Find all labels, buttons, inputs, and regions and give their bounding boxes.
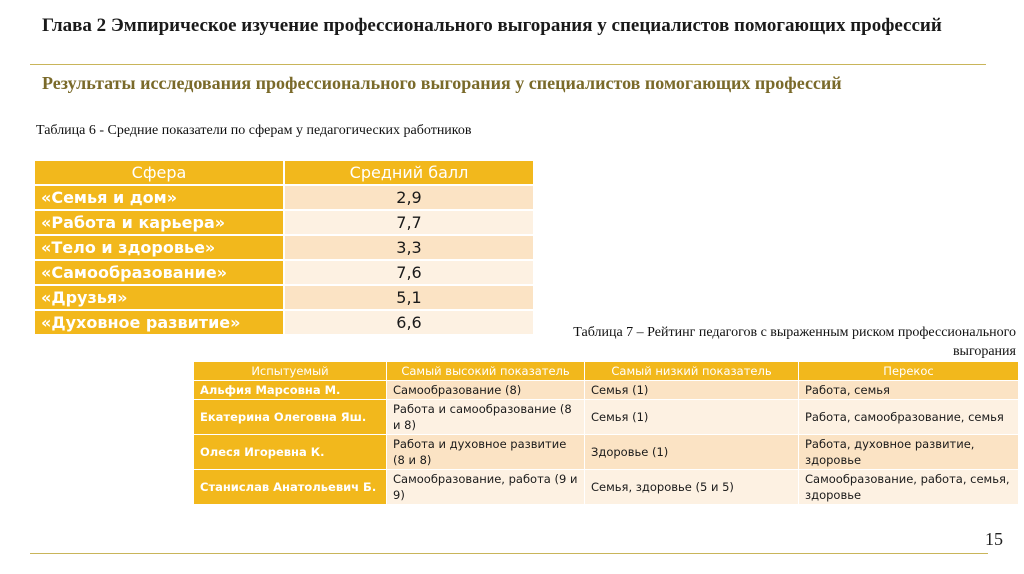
table7-header-skew: Перекос (799, 362, 1019, 381)
table7-skew: Самообразование, работа, семья, здоровье (799, 470, 1019, 505)
table6-score: 2,9 (284, 185, 534, 210)
table6-header-row (34, 160, 534, 185)
table6-sphere-averages (33, 159, 535, 336)
header-divider (30, 64, 986, 65)
table6-score: 3,3 (284, 235, 534, 260)
table7-teacher-rating (193, 361, 1019, 505)
table7-header-row (194, 362, 1019, 381)
table6-row (34, 260, 534, 285)
footer-divider (30, 553, 988, 554)
table7-header-highest: Самый высокий показатель (387, 362, 585, 381)
table6-sphere: «Духовное развитие» (34, 310, 284, 335)
table7-subject: Станислав Анатольевич Б. (194, 470, 387, 505)
table6-sphere: «Друзья» (34, 285, 284, 310)
table7-caption: Таблица 7 – Рейтинг педагогов с выраженным риском профессионального выгорания (573, 325, 1016, 359)
slide-subtitle: Результаты исследования профессионального выгорания у специалистов помогающих профессий (42, 73, 842, 93)
table7-lowest: Семья (1) (585, 381, 799, 400)
table6-score: 7,6 (284, 260, 534, 285)
table7-header-subject: Испытуемый (194, 362, 387, 381)
table7-lowest: Семья (1) (585, 400, 799, 435)
table6-sphere: «Тело и здоровье» (34, 235, 284, 260)
table7-highest: Работа и самообразование (8 и 8) (387, 400, 585, 435)
table7-lowest: Семья, здоровье (5 и 5) (585, 470, 799, 505)
table7-highest: Самообразование (8) (387, 381, 585, 400)
table6-caption: Таблица 6 - Средние показатели по сферам у педагогических работников (36, 123, 472, 138)
table7-subject: Екатерина Олеговна Яш. (194, 400, 387, 435)
table7-row (194, 435, 1019, 470)
table7-subject: Олеся Игоревна К. (194, 435, 387, 470)
table6-score: 7,7 (284, 210, 534, 235)
table6-row (34, 235, 534, 260)
chapter-title: Глава 2 Эмпирическое изучение профессионального выгорания у специалистов помогающих профессий (42, 15, 942, 36)
table6-score: 6,6 (284, 310, 534, 335)
page-number: 15 (985, 529, 1003, 549)
table7-highest: Работа и духовное развитие (8 и 8) (387, 435, 585, 470)
table6-sphere: «Самообразование» (34, 260, 284, 285)
table6-header-score: Средний балл (284, 160, 534, 185)
table7-row (194, 381, 1019, 400)
table6-row (34, 185, 534, 210)
table7-subject: Альфия Марсовна М. (194, 381, 387, 400)
table7-skew: Работа, семья (799, 381, 1019, 400)
table7-header-lowest: Самый низкий показатель (585, 362, 799, 381)
table6-header-sphere: Сфера (34, 160, 284, 185)
table6-sphere: «Семья и дом» (34, 185, 284, 210)
table7-highest: Самообразование, работа (9 и 9) (387, 470, 585, 505)
table6-row (34, 285, 534, 310)
table6-row (34, 310, 534, 335)
table7-lowest: Здоровье (1) (585, 435, 799, 470)
table7-row (194, 470, 1019, 505)
table6-row (34, 210, 534, 235)
table6-score: 5,1 (284, 285, 534, 310)
table7-skew: Работа, духовное развитие, здоровье (799, 435, 1019, 470)
table7-row (194, 400, 1019, 435)
table7-skew: Работа, самообразование, семья (799, 400, 1019, 435)
table6-sphere: «Работа и карьера» (34, 210, 284, 235)
